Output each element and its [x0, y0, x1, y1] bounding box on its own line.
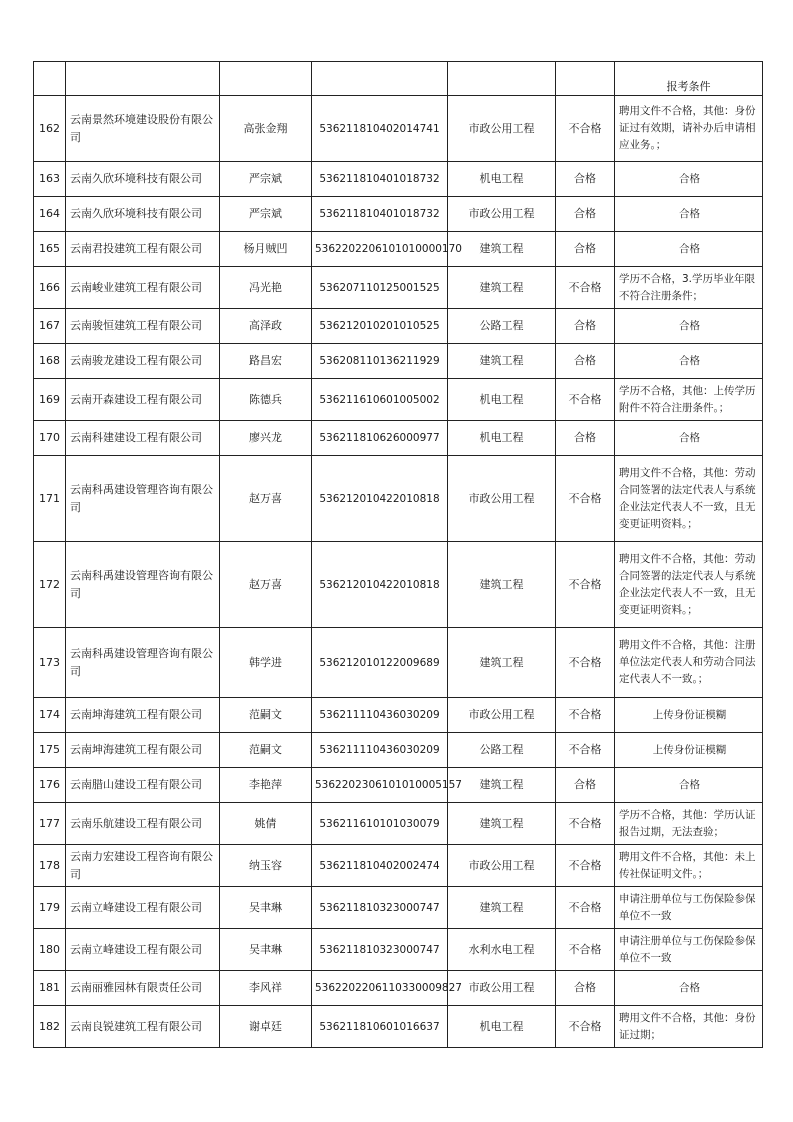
review-result: 合格	[556, 232, 615, 267]
review-remark: 合格	[615, 971, 763, 1006]
major: 市政公用工程	[448, 845, 556, 887]
company-name: 云南立峰建设工程有限公司	[66, 887, 220, 929]
row-number: 178	[34, 845, 66, 887]
certificate-number: 536211810402002474	[312, 845, 448, 887]
review-remark: 学历不合格，其他：上传学历附件不符合注册条件。；	[615, 379, 763, 421]
major: 建筑工程	[448, 344, 556, 379]
person-name: 廖兴龙	[220, 421, 312, 456]
review-remark: 学历不合格，3.学历毕业年限不符合注册条件；	[615, 267, 763, 309]
person-name: 吴聿琳	[220, 929, 312, 971]
person-name: 杨月贼凹	[220, 232, 312, 267]
header-row	[34, 62, 763, 96]
row-number: 162	[34, 96, 66, 162]
person-name: 严宗斌	[220, 162, 312, 197]
row-number: 171	[34, 456, 66, 542]
person-name: 路昌宏	[220, 344, 312, 379]
major: 市政公用工程	[448, 971, 556, 1006]
certificate-number: 536211810402014741	[312, 96, 448, 162]
review-remark: 聘用文件不合格，其他：劳动合同签署的法定代表人与系统企业法定代表人不一致，且无变更证明资料。；	[615, 456, 763, 542]
review-result: 不合格	[556, 929, 615, 971]
review-result: 不合格	[556, 628, 615, 698]
company-name: 云南坤海建筑工程有限公司	[66, 698, 220, 733]
table-row	[34, 929, 763, 971]
table-row	[34, 197, 763, 232]
header-cell	[34, 62, 66, 96]
major: 市政公用工程	[448, 96, 556, 162]
certificate-number: 536212010201010525	[312, 309, 448, 344]
table-row	[34, 162, 763, 197]
person-name: 高张金翔	[220, 96, 312, 162]
review-remark: 合格	[615, 309, 763, 344]
person-name: 谢卓廷	[220, 1006, 312, 1048]
table-row	[34, 542, 763, 628]
review-result: 不合格	[556, 267, 615, 309]
review-result: 合格	[556, 344, 615, 379]
table-row	[34, 628, 763, 698]
major: 建筑工程	[448, 887, 556, 929]
certificate-number: 5362202206101010000170	[312, 232, 448, 267]
review-result: 不合格	[556, 456, 615, 542]
person-name: 范嗣文	[220, 698, 312, 733]
table-row	[34, 698, 763, 733]
header-cell	[556, 62, 615, 96]
row-number: 173	[34, 628, 66, 698]
table-row	[34, 344, 763, 379]
company-name: 云南久欣环境科技有限公司	[66, 162, 220, 197]
major: 水利水电工程	[448, 929, 556, 971]
company-name: 云南科建建设工程有限公司	[66, 421, 220, 456]
table-row	[34, 733, 763, 768]
table-row	[34, 803, 763, 845]
registration-review-table	[33, 61, 763, 1048]
certificate-number: 536211810601016637	[312, 1006, 448, 1048]
person-name: 纳玉容	[220, 845, 312, 887]
review-result: 不合格	[556, 733, 615, 768]
row-number: 172	[34, 542, 66, 628]
company-name: 云南腊山建设工程有限公司	[66, 768, 220, 803]
company-name: 云南丽雅园林有限责任公司	[66, 971, 220, 1006]
table-row	[34, 267, 763, 309]
review-result: 合格	[556, 421, 615, 456]
certificate-number: 536212010422010818	[312, 456, 448, 542]
person-name: 范嗣文	[220, 733, 312, 768]
person-name: 吴聿琳	[220, 887, 312, 929]
row-number: 177	[34, 803, 66, 845]
major: 建筑工程	[448, 232, 556, 267]
row-number: 179	[34, 887, 66, 929]
row-number: 175	[34, 733, 66, 768]
table-row	[34, 96, 763, 162]
table-row	[34, 768, 763, 803]
major: 建筑工程	[448, 803, 556, 845]
registration-review-table-page	[33, 61, 762, 1048]
major: 市政公用工程	[448, 197, 556, 232]
review-remark: 合格	[615, 421, 763, 456]
person-name: 陈德兵	[220, 379, 312, 421]
table-row	[34, 232, 763, 267]
table-row	[34, 971, 763, 1006]
header-cell	[448, 62, 556, 96]
company-name: 云南力宏建设工程咨询有限公司	[66, 845, 220, 887]
company-name: 云南君投建筑工程有限公司	[66, 232, 220, 267]
review-result: 不合格	[556, 1006, 615, 1048]
row-number: 181	[34, 971, 66, 1006]
company-name: 云南开森建设工程有限公司	[66, 379, 220, 421]
review-result: 不合格	[556, 887, 615, 929]
company-name: 云南骏恒建筑工程有限公司	[66, 309, 220, 344]
company-name: 云南立峰建设工程有限公司	[66, 929, 220, 971]
company-name: 云南科禹建设管理咨询有限公司	[66, 628, 220, 698]
major: 建筑工程	[448, 768, 556, 803]
certificate-number: 536212010422010818	[312, 542, 448, 628]
review-result: 不合格	[556, 96, 615, 162]
row-number: 167	[34, 309, 66, 344]
row-number: 169	[34, 379, 66, 421]
review-remark: 合格	[615, 197, 763, 232]
table-row	[34, 887, 763, 929]
certificate-number: 536211810401018732	[312, 197, 448, 232]
table-row	[34, 309, 763, 344]
person-name: 李风祥	[220, 971, 312, 1006]
review-remark: 合格	[615, 162, 763, 197]
review-remark: 合格	[615, 768, 763, 803]
review-remark: 申请注册单位与工伤保险参保单位不一致	[615, 887, 763, 929]
major: 建筑工程	[448, 628, 556, 698]
row-number: 163	[34, 162, 66, 197]
major: 市政公用工程	[448, 456, 556, 542]
review-remark: 合格	[615, 344, 763, 379]
table-row	[34, 379, 763, 421]
certificate-number: 536211810401018732	[312, 162, 448, 197]
person-name: 严宗斌	[220, 197, 312, 232]
row-number: 176	[34, 768, 66, 803]
company-name: 云南久欣环境科技有限公司	[66, 197, 220, 232]
review-result: 不合格	[556, 845, 615, 887]
major: 建筑工程	[448, 542, 556, 628]
review-result: 不合格	[556, 698, 615, 733]
row-number: 164	[34, 197, 66, 232]
review-result: 不合格	[556, 803, 615, 845]
company-name: 云南骏龙建设工程有限公司	[66, 344, 220, 379]
company-name: 云南科禹建设管理咨询有限公司	[66, 542, 220, 628]
certificate-number: 5362202306101010005157	[312, 768, 448, 803]
row-number: 170	[34, 421, 66, 456]
review-remark: 合格	[615, 232, 763, 267]
certificate-number: 536212010122009689	[312, 628, 448, 698]
company-name: 云南坤海建筑工程有限公司	[66, 733, 220, 768]
table-row	[34, 421, 763, 456]
review-remark: 聘用文件不合格，其他：注册单位法定代表人和劳动合同法定代表人不一致。；	[615, 628, 763, 698]
major: 机电工程	[448, 379, 556, 421]
row-number: 166	[34, 267, 66, 309]
review-result: 合格	[556, 162, 615, 197]
review-remark: 聘用文件不合格，其他：身份证过有效期，请补办后申请相应业务。；	[615, 96, 763, 162]
table-row	[34, 845, 763, 887]
company-name: 云南乐航建设工程有限公司	[66, 803, 220, 845]
table-row	[34, 1006, 763, 1048]
certificate-number: 536211610101030079	[312, 803, 448, 845]
company-name: 云南景然环境建设股份有限公司	[66, 96, 220, 162]
header-cell	[220, 62, 312, 96]
person-name: 李艳萍	[220, 768, 312, 803]
review-result: 合格	[556, 309, 615, 344]
certificate-number: 536211110436030209	[312, 733, 448, 768]
certificate-number: 536211810323000747	[312, 929, 448, 971]
major: 机电工程	[448, 1006, 556, 1048]
certificate-number: 536208110136211929	[312, 344, 448, 379]
row-number: 174	[34, 698, 66, 733]
review-result: 合格	[556, 197, 615, 232]
review-remark: 聘用文件不合格，其他：未上传社保证明文件。；	[615, 845, 763, 887]
review-remark: 聘用文件不合格，其他：劳动合同签署的法定代表人与系统企业法定代表人不一致，且无变更证明资料。；	[615, 542, 763, 628]
certificate-number: 536211110436030209	[312, 698, 448, 733]
major: 市政公用工程	[448, 698, 556, 733]
major: 建筑工程	[448, 267, 556, 309]
review-result: 合格	[556, 971, 615, 1006]
person-name: 赵万喜	[220, 456, 312, 542]
review-remark: 上传身份证模糊	[615, 698, 763, 733]
header-condition-label: 报考条件	[615, 62, 763, 96]
row-number: 168	[34, 344, 66, 379]
row-number: 180	[34, 929, 66, 971]
person-name: 高泽政	[220, 309, 312, 344]
review-remark: 申请注册单位与工伤保险参保单位不一致	[615, 929, 763, 971]
major: 机电工程	[448, 162, 556, 197]
row-number: 182	[34, 1006, 66, 1048]
header-cell	[66, 62, 220, 96]
review-remark: 学历不合格，其他：学历认证报告过期，无法查验；	[615, 803, 763, 845]
company-name: 云南良锐建筑工程有限公司	[66, 1006, 220, 1048]
certificate-number: 536211810626000977	[312, 421, 448, 456]
company-name: 云南科禹建设管理咨询有限公司	[66, 456, 220, 542]
certificate-number: 536211810323000747	[312, 887, 448, 929]
major: 机电工程	[448, 421, 556, 456]
person-name: 赵万喜	[220, 542, 312, 628]
certificate-number: 536207110125001525	[312, 267, 448, 309]
company-name: 云南峻业建筑工程有限公司	[66, 267, 220, 309]
person-name: 韩学进	[220, 628, 312, 698]
review-remark: 聘用文件不合格，其他：身份证过期；	[615, 1006, 763, 1048]
row-number: 165	[34, 232, 66, 267]
review-remark: 上传身份证模糊	[615, 733, 763, 768]
review-result: 不合格	[556, 542, 615, 628]
person-name: 姚倩	[220, 803, 312, 845]
major: 公路工程	[448, 309, 556, 344]
certificate-number: 536211610601005002	[312, 379, 448, 421]
major: 公路工程	[448, 733, 556, 768]
review-result: 合格	[556, 768, 615, 803]
table-row	[34, 456, 763, 542]
review-result: 不合格	[556, 379, 615, 421]
certificate-number: 5362202206110330009827	[312, 971, 448, 1006]
header-cell	[312, 62, 448, 96]
person-name: 冯光艳	[220, 267, 312, 309]
